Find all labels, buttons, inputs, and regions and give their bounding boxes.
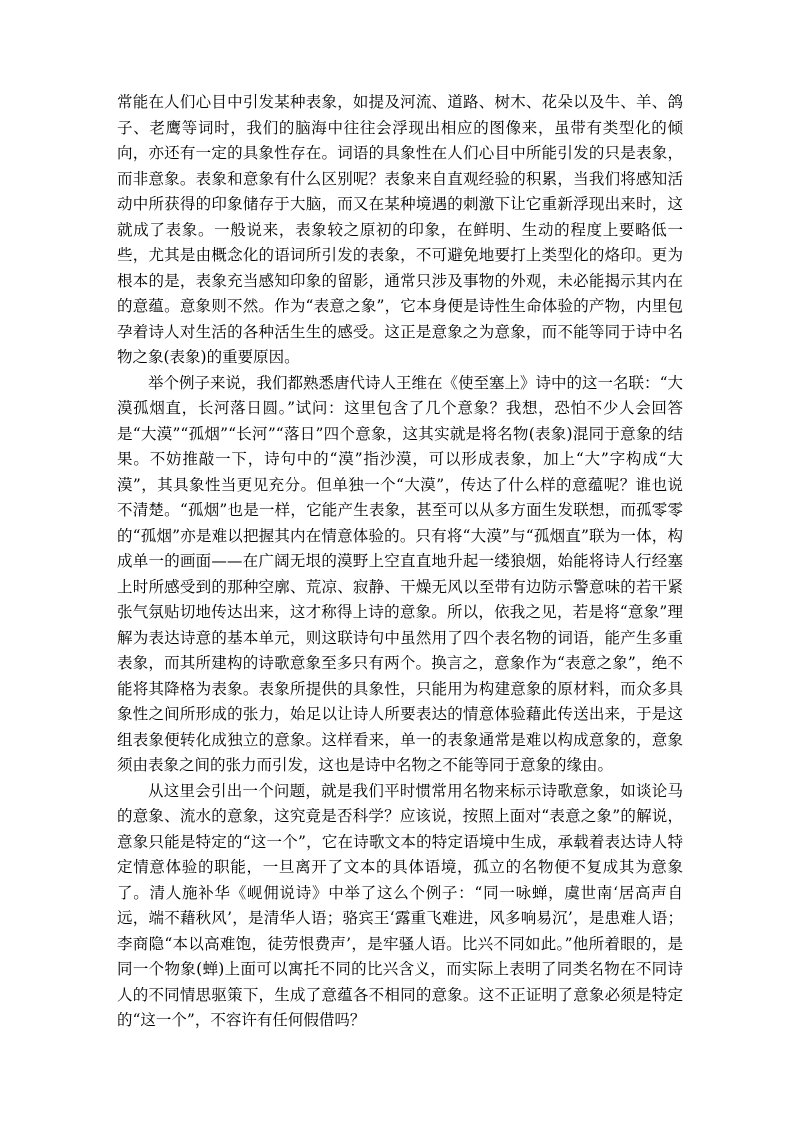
document-page [117, 90, 683, 1034]
paragraph-1: 常能在人们心目中引发某种表象，如提及河流、道路、树木、花朵以及牛、羊、鸽子、老鹰等词时，我们的脑海中往往会浮现出相应的图像来，虽带有类型化的倾向，亦还有一定的具象性存在。词语的具象性在人们心目中所能引发的只是表象，而非意象。表象和意象有什么区别呢？表象来自直观经验的积累，当我们将感知活动中所获得的印象储存于大脑，而又在某种境遇的刺激下让它重新浮现出来时，这就成了表象。一般说来，表象较之原初的印象，在鲜明、生动的程度上要略低一些，尤其是由概念化的语词所引发的表象，不可避免地要打上类型化的烙印。更为根本的是，表象充当感知印象的留影，通常只涉及事物的外观，未必能揭示其内在的意蕴。意象则不然。作为“表意之象”，它本身便是诗性生命体验的产物，内里包孕着诗人对生活的各种活生生的感受。这正是意象之为意象，而不能等同于诗中名物之象(表象)的重要原因。 [117, 93, 683, 366]
paragraph-2: 举个例子来说，我们都熟悉唐代诗人王维在《使至塞上》诗中的这一名联：“大漠孤烟直，长河落日圆。”试问：这里包含了几个意象？我想，恐怕不少人会回答是“大漠”“孤烟”“长河”“落日”四个意象，这其实就是将名物(表象)混同于意象的结果。不妨推敲一下，诗句中的“漠”指沙漠，可以形成表象，加上“大”字构成“大漠”，其具象性当更见充分。但单独一个“大漠”，传达了什么样的意蕴呢？谁也说不清楚。“孤烟”也是一样，它能产生表象，甚至可以从多方面生发联想，而孤零零的“孤烟”亦是难以把握其内在情意体验的。只有将“大漠”与“孤烟直”联为一体，构成单一的画面——在广阔无垠的漠野上空直直地升起一缕狼烟，始能将诗人行经塞上时所感受到的那种空廓、荒凉、寂静、干燥无风以至带有边防示警意味的若干紧张气氛贴切地传达出来，这才称得上诗的意象。所以，依我之见，若是将“意象”理解为表达诗意的基本单元，则这联诗句中虽然用了四个表名物的词语，能产生多重表象，而其所建构的诗歌意象至多只有两个。换言之，意象作为“表意之象”，绝不能将其降格为表象。表象所提供的具象性，只能用为构建意象的原材料，而众多具象性之间所形成的张力，始足以让诗人所要表达的情意体验藉此传送出来，于是这组表象便转化成独立的意象。这样看来，单一的表象通常是难以构成意象的，意象须由表象之间的张力而引发，这也是诗中名物之不能等同于意象的缘由。 [117, 373, 683, 774]
paragraph-3: 从这里会引出一个问题，就是我们平时惯常用名物来标示诗歌意象，如谈论马的意象、流水的意象，这究竟是否科学？应该说，按照上面对“表意之象”的解说，意象只能是特定的“这一个”，它在诗歌文本的特定语境中生成，承载着表达诗人特定情意体验的职能，一旦离开了文本的具体语境，孤立的名物便不复成其为意象了。清人施补华《岘佣说诗》中举了这么个例子：“同一咏蝉，虞世南‘居高声自远，端不藉秋风’，是清华人语；骆宾王‘露重飞难进，风多响易沉’，是患难人语；李商隐“本以高难饱，徒劳恨费声’，是牢骚人语。比兴不同如此。”他所着眼的，是同一个物象(蝉)上面可以寓托不同的比兴含义，而实际上表明了同类名物在不同诗人的不同情思驱策下，生成了意蕴各不相同的意象。这不正证明了意象必须是特定的“这一个”，不容许有任何假借吗？ [117, 781, 683, 1029]
